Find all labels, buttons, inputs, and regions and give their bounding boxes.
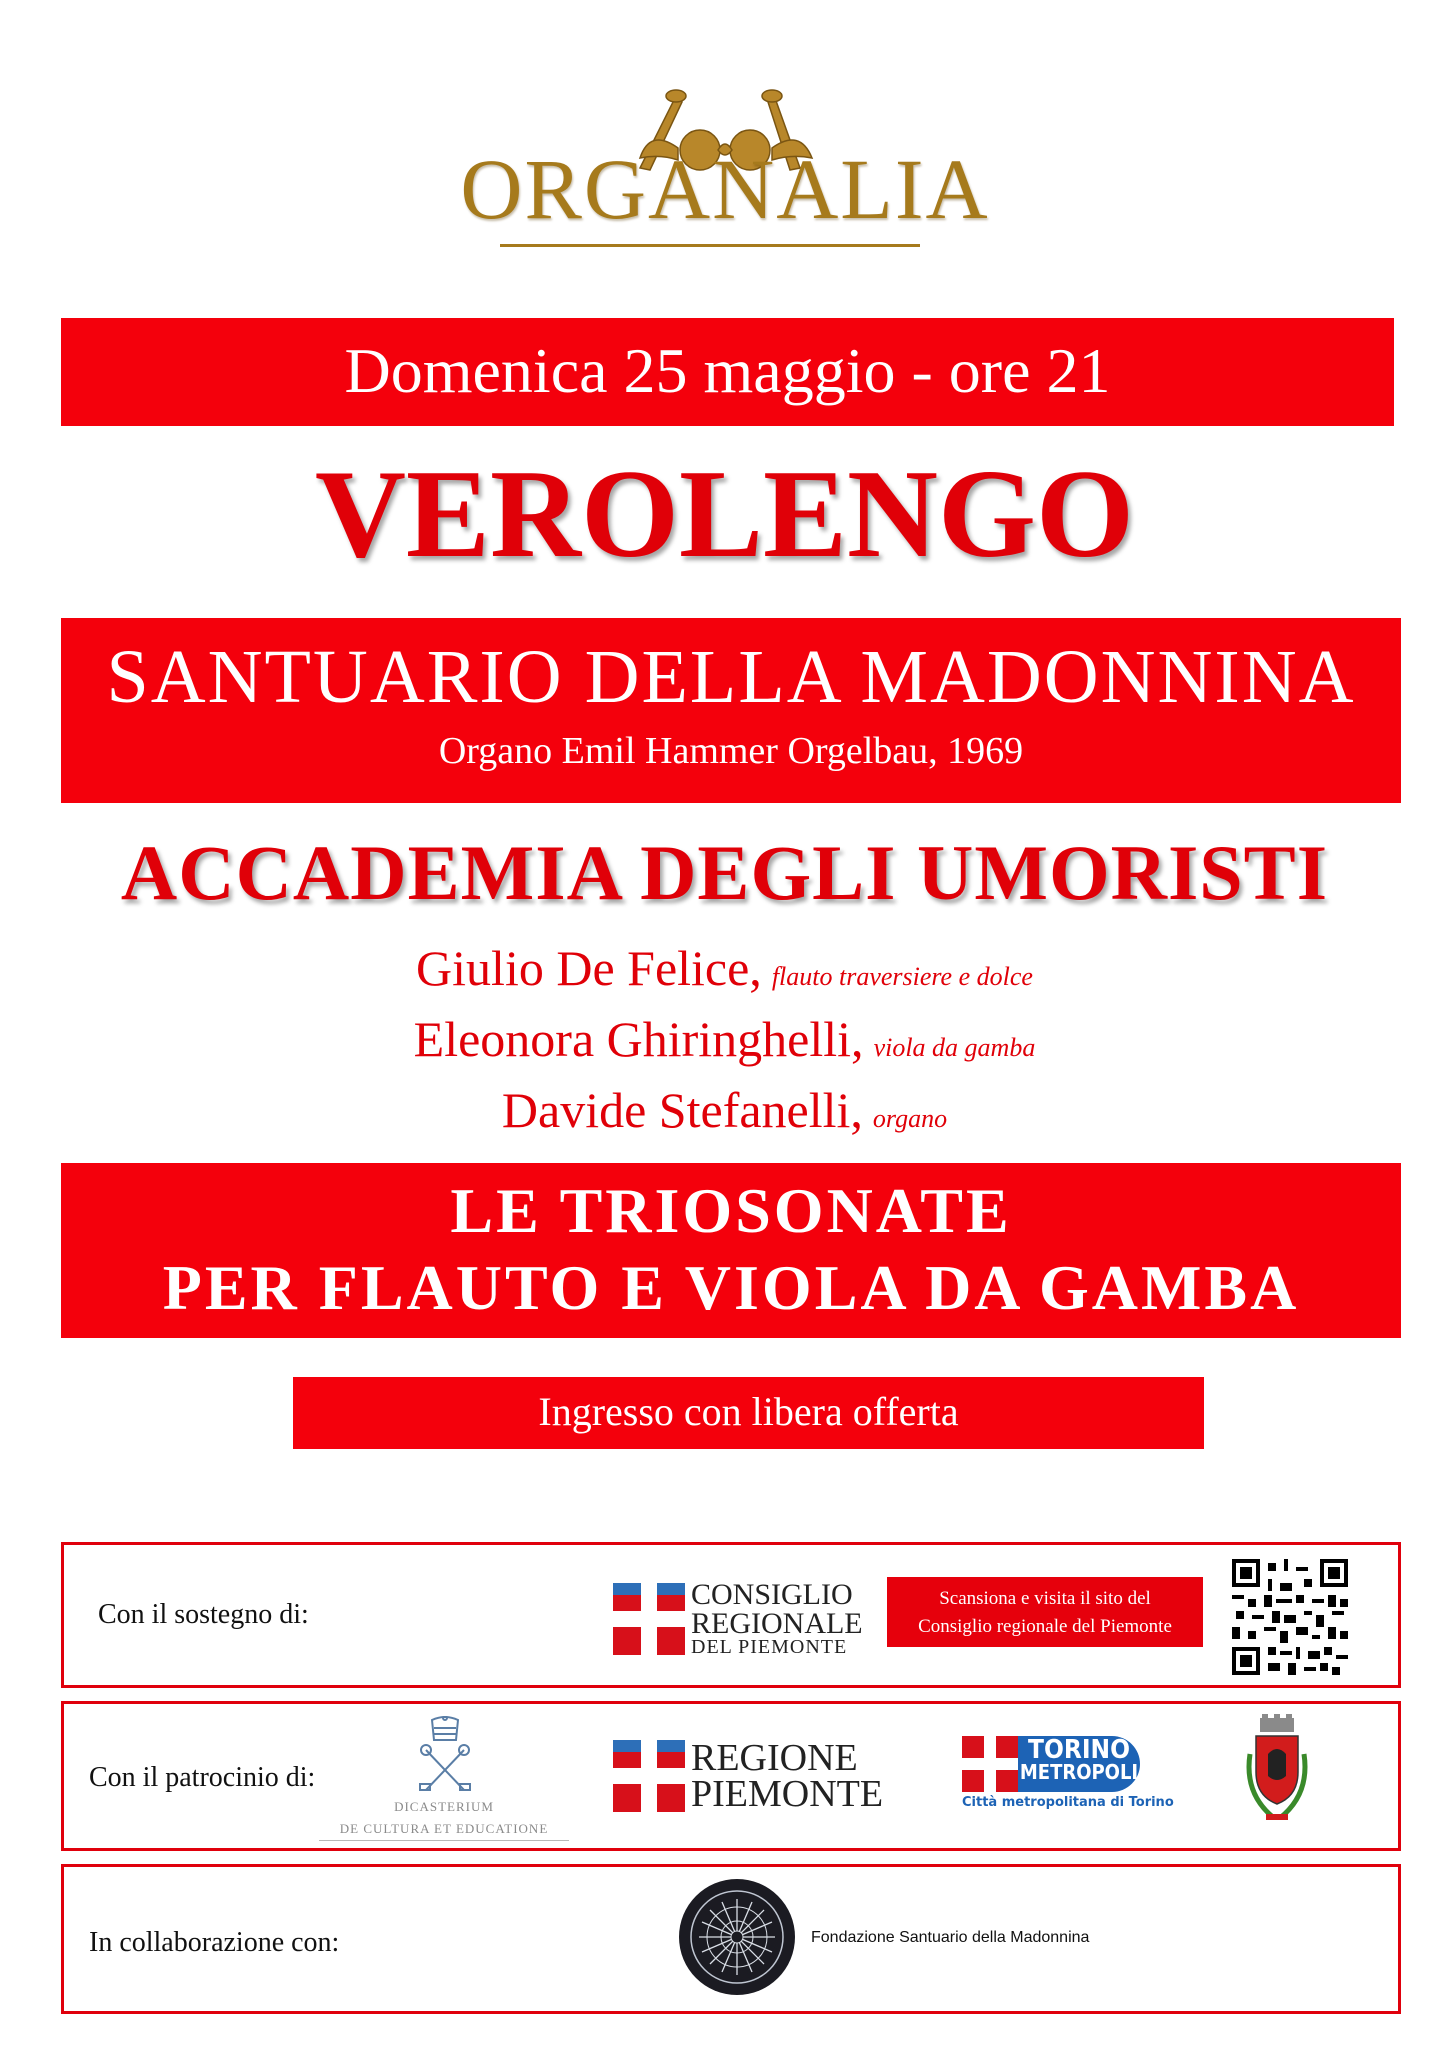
regione-line1: REGIONE [691, 1737, 858, 1779]
torino-line1: TORINO [1027, 1735, 1130, 1765]
dicasterium-line2: DE CULTURA ET EDUCATIONE [319, 1818, 569, 1841]
dicasterium-line1: DICASTERIUM [394, 1799, 494, 1814]
torino-flag-icon [962, 1736, 1018, 1792]
ensemble-name: ACCADEMIA DEGLI UMORISTI [120, 829, 1329, 916]
performer-role: flauto traversiere e dolce [771, 962, 1033, 991]
support-section [61, 1542, 1401, 1688]
piemonte-flag-icon [613, 1583, 685, 1655]
patronage-label: Con il patrocinio di: [89, 1762, 316, 1793]
torino-caption: Città metropolitana di Torino [962, 1795, 1174, 1810]
performer-name: Davide Stefanelli, [501, 1082, 863, 1138]
consiglio-line3: DEL PIEMONTE [691, 1636, 848, 1658]
program-banner [61, 1163, 1401, 1338]
collaboration-label: In collaborazione con: [89, 1927, 340, 1958]
consiglio-line2: REGIONALE [691, 1606, 863, 1640]
torino-line2: METROPOLI [1019, 1759, 1139, 1784]
performer-line [0, 940, 1449, 996]
patronage-section [61, 1701, 1401, 1851]
dicasterium-logo-text [319, 1796, 569, 1841]
consiglio-line1: CONSIGLIO [691, 1578, 853, 1611]
support-label: Con il sostegno di: [98, 1599, 309, 1630]
logo-wordmark: ORGANALIA [460, 141, 990, 237]
qr-note [887, 1577, 1203, 1647]
performer-line [0, 1011, 1449, 1067]
date-banner [61, 318, 1394, 426]
regione-line2: PIEMONTE [691, 1773, 884, 1816]
foundation-seal-icon [677, 1877, 797, 1997]
performer-name: Eleonora Ghiringhelli, [413, 1011, 864, 1067]
entry-info: Ingresso con libera offerta [538, 1389, 959, 1434]
performer-role: organo [872, 1104, 948, 1133]
papal-keys-emblem-icon [412, 1716, 478, 1796]
qr-note-line1: Scansiona e visita il sito del [939, 1588, 1151, 1609]
program-title-line2: PER FLAUTO E VIOLA DA GAMBA [162, 1252, 1300, 1323]
foundation-name: Fondazione Santuario della Madonnina [811, 1929, 1090, 1946]
qr-note-line2: Consiglio regionale del Piemonte [918, 1615, 1172, 1637]
municipal-coat-of-arms-icon [1242, 1714, 1312, 1834]
program-title-line1: LE TRIOSONATE [450, 1175, 1012, 1246]
collaboration-section [61, 1864, 1401, 2014]
logo-underline [500, 244, 920, 247]
piemonte-flag-icon [613, 1740, 685, 1812]
torino-metropoli-logo [962, 1736, 1174, 1810]
performer-name: Giulio De Felice, [416, 940, 762, 996]
performer-line [0, 1082, 1449, 1138]
event-city: VEROLENGO [314, 445, 1135, 584]
event-date: Domenica 25 maggio - ore 21 [344, 335, 1111, 406]
entry-banner [293, 1377, 1204, 1449]
regione-piemonte-logo [613, 1737, 884, 1816]
qr-code-icon[interactable] [1232, 1559, 1348, 1675]
consiglio-regionale-logo [613, 1578, 863, 1658]
venue-banner [61, 618, 1401, 803]
organalia-logo [440, 88, 1010, 258]
performer-role: viola da gamba [873, 1033, 1036, 1062]
venue-name: SANTUARIO DELLA MADONNINA [106, 635, 1356, 719]
organ-info: Organo Emil Hammer Orgelbau, 1969 [438, 730, 1024, 772]
